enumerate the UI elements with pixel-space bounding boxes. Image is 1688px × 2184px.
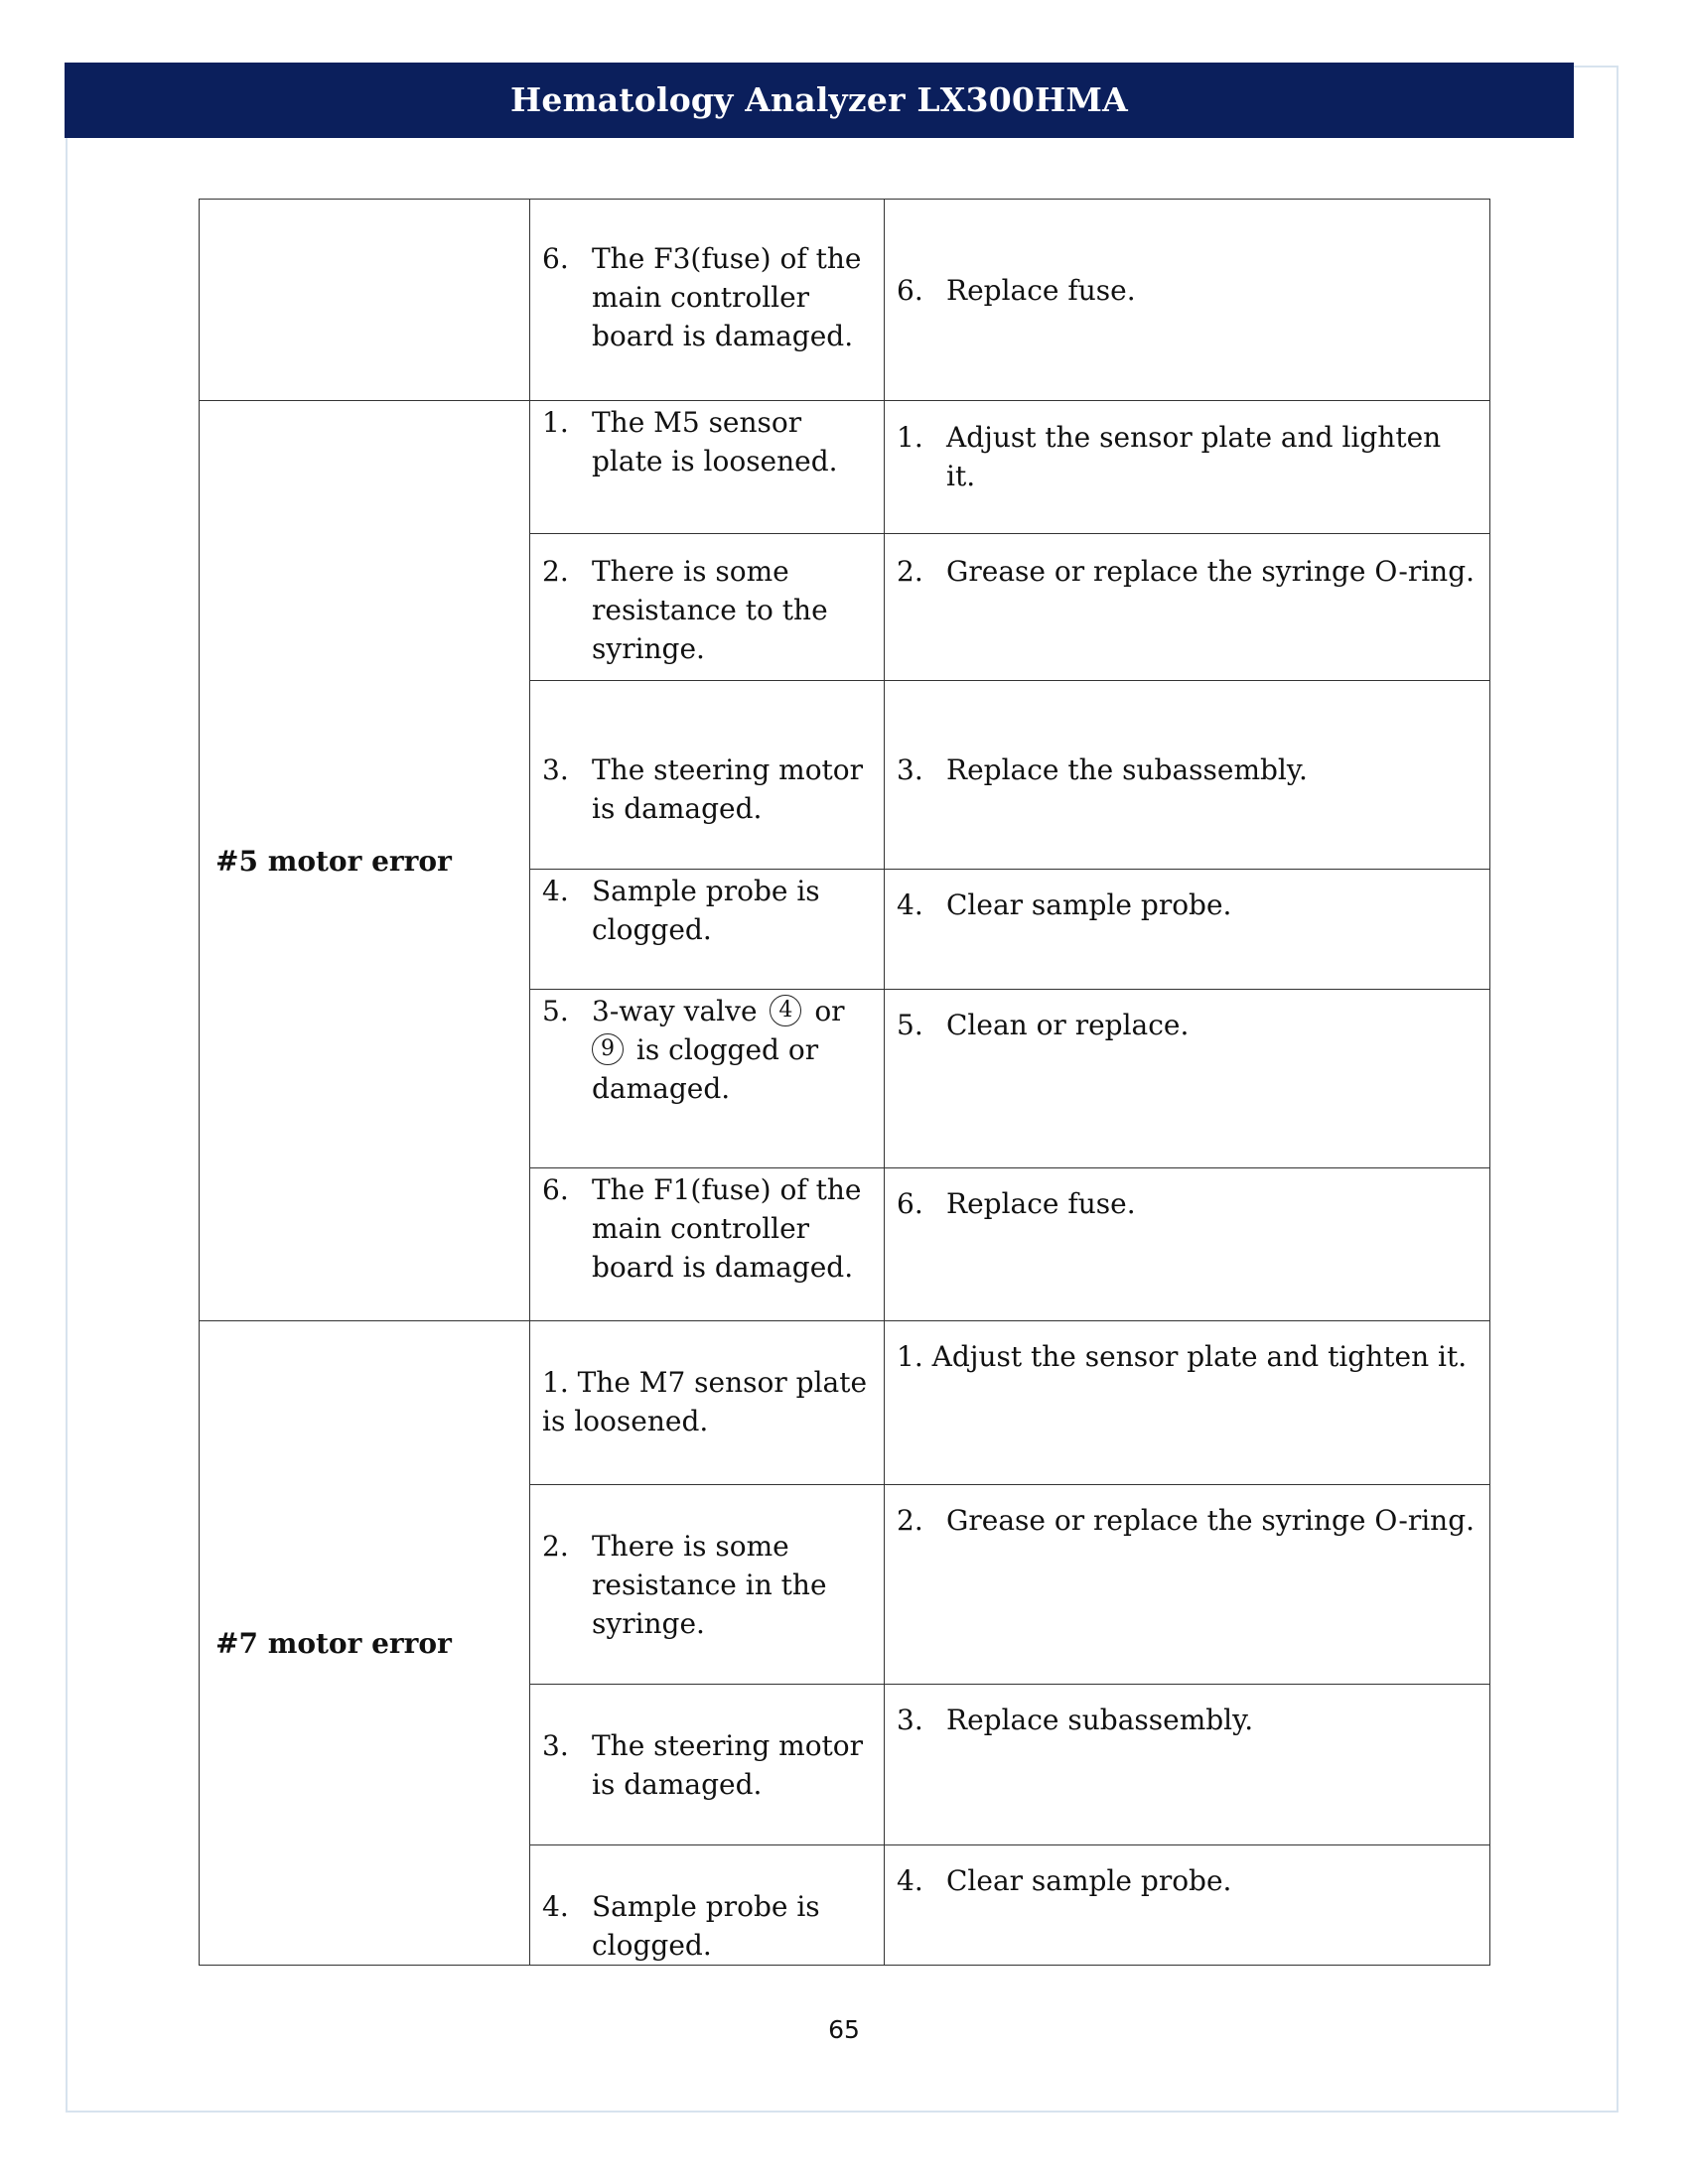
solution-text: Replace fuse. (946, 274, 1136, 307)
solution-text: Grease or replace the syringe O-ring. (946, 555, 1476, 588)
solution-cell (885, 990, 1490, 1168)
cause-cell (530, 1685, 885, 1845)
item-number: 2. (897, 555, 923, 588)
item-number: 4. (542, 875, 569, 907)
error-cell-motor5 (200, 401, 530, 1321)
solution-text: Adjust the sensor plate and lighten it. (946, 421, 1442, 492)
solution-text: Replace fuse. (946, 1187, 1136, 1220)
cause-cell (530, 990, 885, 1168)
cause-cell (530, 200, 885, 401)
list-item (897, 751, 1477, 789)
table-row (200, 401, 1490, 534)
table-row (200, 1321, 1490, 1485)
solution-cell (885, 1168, 1490, 1321)
cause-text: There is some resistance in the syringe. (592, 1530, 827, 1640)
list-item (897, 1701, 1477, 1739)
item-number: 6. (897, 274, 923, 307)
list-item (897, 271, 1477, 310)
header-bar (66, 64, 1573, 137)
cause-text-part: is clogged or damaged. (592, 1033, 819, 1105)
cause-cell (530, 1845, 885, 1966)
error-cell-motor7 (200, 1321, 530, 1966)
cause-text: 1. The M7 sensor plate is loosened. (542, 1366, 868, 1437)
cause-text: The steering motor is damaged. (592, 753, 864, 825)
cause-text: Sample probe is clogged. (592, 875, 820, 946)
list-item (897, 1861, 1477, 1900)
valve-number-badge: 9 (592, 1033, 624, 1065)
item-number: 2. (542, 555, 569, 588)
solution-cell (885, 534, 1490, 681)
solution-text: Replace the subassembly. (946, 753, 1308, 786)
list-item (542, 1887, 872, 1965)
cause-text-part: 3-way valve (592, 995, 758, 1027)
solution-text: Clear sample probe. (946, 1864, 1232, 1897)
list-item (542, 1170, 872, 1287)
cause-text (592, 992, 872, 1108)
solution-cell (885, 1485, 1490, 1685)
solution-text: Clean or replace. (946, 1009, 1190, 1041)
item-number: 6. (897, 1187, 923, 1220)
list-item (542, 239, 872, 355)
solution-text: Clear sample probe. (946, 888, 1232, 921)
error-label: #5 motor error (215, 844, 452, 878)
solution-cell (885, 1685, 1490, 1845)
solution-cell (885, 1321, 1490, 1485)
solution-text: 1. Adjust the sensor plate and tighten it. (897, 1340, 1468, 1373)
item-number: 3. (897, 753, 923, 786)
cause-cell (530, 681, 885, 870)
item-number: 1. (542, 406, 569, 439)
error-label: #7 motor error (215, 1626, 452, 1660)
error-cell-empty (200, 200, 530, 401)
cause-text-part: or (814, 995, 845, 1027)
item-number: 4. (897, 1864, 923, 1897)
item-number: 5. (897, 1009, 923, 1041)
table-row (200, 200, 1490, 401)
cause-text: The F3(fuse) of the main controller board is damaged. (592, 242, 862, 352)
cause-text: Sample probe is clogged. (592, 1890, 820, 1962)
cause-cell (530, 1321, 885, 1485)
solution-cell (885, 1845, 1490, 1966)
solution-text: Grease or replace the syringe O-ring. (946, 1504, 1476, 1537)
item-number: 2. (542, 1530, 569, 1563)
list-item (542, 751, 872, 828)
list-item (542, 552, 872, 668)
list-item (897, 418, 1477, 495)
list-item (542, 872, 872, 949)
solution-cell (885, 401, 1490, 534)
item-number: 6. (542, 1173, 569, 1206)
cause-text: The M5 sensor plate is loosened. (592, 406, 838, 478)
list-item (897, 1184, 1477, 1223)
item-number: 6. (542, 242, 569, 275)
page-number: 65 (828, 2015, 860, 2044)
valve-number-badge: 4 (770, 995, 801, 1026)
solution-cell (885, 870, 1490, 990)
list-item (897, 1501, 1477, 1540)
list-item (542, 1527, 872, 1643)
troubleshooting-table (199, 199, 1490, 1966)
list-item (542, 1726, 872, 1804)
cause-text: The F1(fuse) of the main controller board is damaged. (592, 1173, 862, 1284)
cause-cell (530, 1168, 885, 1321)
cause-text: There is some resistance to the syringe. (592, 555, 828, 665)
list-item (897, 886, 1477, 924)
cause-text: The steering motor is damaged. (592, 1729, 864, 1801)
item-number: 4. (542, 1890, 569, 1923)
list-item (542, 992, 872, 1108)
list-item (897, 552, 1477, 591)
solution-cell (885, 681, 1490, 870)
item-number: 3. (897, 1704, 923, 1736)
item-number: 3. (542, 1729, 569, 1762)
cause-cell (530, 401, 885, 534)
document-title: Hematology Analyzer LX300HMA (510, 80, 1128, 119)
list-item (897, 1006, 1477, 1044)
cause-cell (530, 1485, 885, 1685)
cause-cell (530, 534, 885, 681)
item-number: 4. (897, 888, 923, 921)
list-item (542, 403, 872, 480)
solution-text: Replace subassembly. (946, 1704, 1254, 1736)
solution-cell (885, 200, 1490, 401)
cause-cell (530, 870, 885, 990)
item-number: 1. (897, 421, 923, 454)
item-number: 5. (542, 995, 569, 1027)
item-number: 2. (897, 1504, 923, 1537)
item-number: 3. (542, 753, 569, 786)
